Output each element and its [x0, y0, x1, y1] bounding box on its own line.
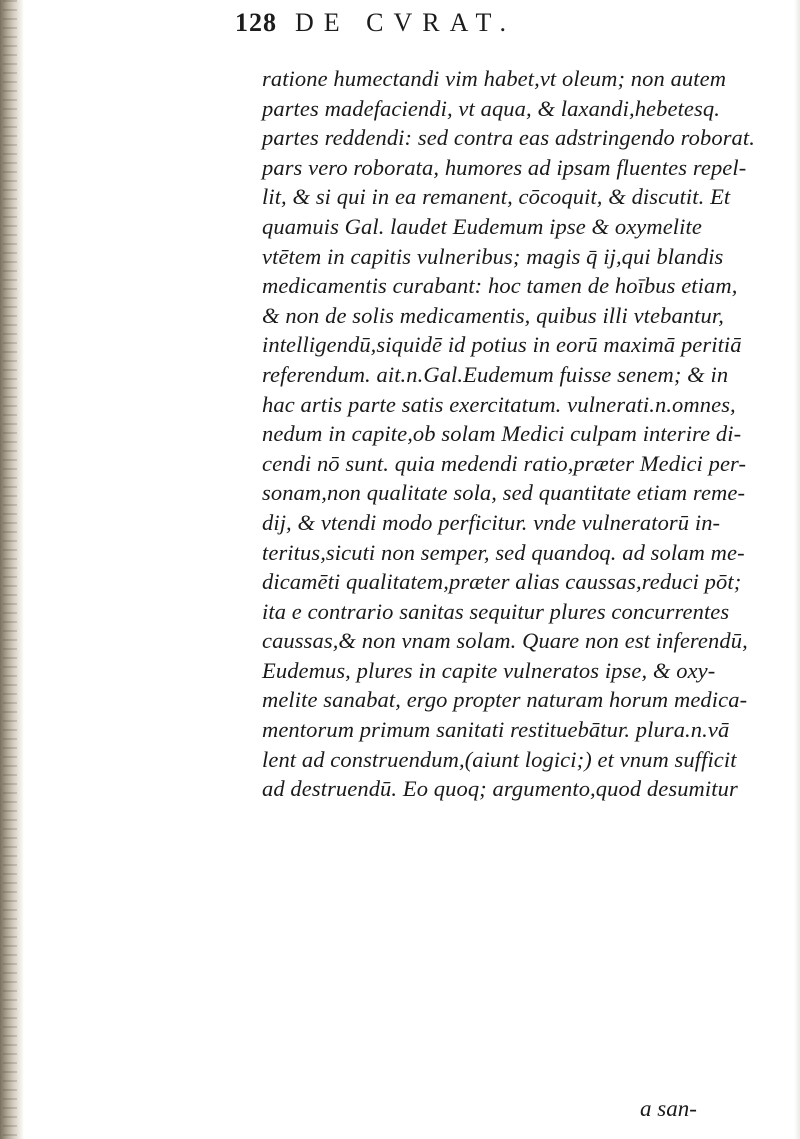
page-number: 128	[235, 8, 277, 37]
text-line: referendum. ait.n.Gal.Eudemum fuisse senem; & in	[262, 361, 729, 387]
text-line: melite sanabat, ergo propter naturam horum medica-	[262, 687, 748, 713]
main-text-block	[262, 64, 797, 1074]
binding-texture	[3, 0, 17, 1139]
text-line: quamuis Gal. laudet Eudemum ipse & oxymelite	[262, 213, 702, 239]
text-line: partes madefaciendi, vt aqua, & laxandi,hebetesq.	[262, 95, 720, 121]
text-line: Eudemus, plures in capite vulneratos ipse, & oxy-	[262, 657, 716, 683]
text-line: medicamentis curabant: hoc tamen de hoībus etiam,	[262, 273, 738, 299]
catchword: a san-	[640, 1096, 697, 1121]
text-line: lent ad construendum,(aiunt logici;) et vnum sufficit	[262, 746, 737, 772]
text-line: hac artis parte satis exercitatum. vulnerati.n.omnes,	[262, 391, 736, 417]
text-line: lit, & si qui in ea remanent, cōcoquit, & discutit. Et	[262, 184, 731, 210]
text-line: dicamēti qualitatem,præter alias caussas,reduci pōt;	[262, 569, 742, 595]
text-line: vtētem in capitis vulneribus; magis q̄ ij,qui blandis	[262, 243, 724, 269]
running-head	[235, 8, 655, 40]
text-line: cendi nō sunt. quia medendi ratio,præter Medici per-	[262, 450, 747, 476]
text-line: intelligendū,siquidē id potius in eorū maximā peritiā	[262, 332, 742, 358]
text-line: partes reddendi: sed contra eas adstringendo roborat.	[262, 125, 755, 151]
text-line: & non de solis medicamentis, quibus illi vtebantur,	[262, 302, 724, 328]
text-line: sonam,non qualitate sola, sed quantitate etiam reme-	[262, 480, 746, 506]
text-line: caussas,& non vnam solam. Quare non est inferendū,	[262, 628, 748, 654]
running-title: DE CVRAT.	[295, 8, 516, 37]
book-binding-edge	[0, 0, 24, 1139]
text-line: mentorum primum sanitati restituebātur. plura.n.vā	[262, 717, 730, 743]
text-line: teritus,sicuti non semper, sed quandoq. ad solam me-	[262, 539, 745, 565]
text-line: nedum in capite,ob solam Medici culpam interire di-	[262, 421, 742, 447]
text-line: ratione humectandi vim habet,vt oleum; non autem	[262, 66, 727, 91]
text-line: dij, & vtendi modo perficitur. vnde vulneratorū in-	[262, 509, 721, 535]
text-line: pars vero roborata, humores ad ipsam fluentes repel-	[262, 154, 747, 180]
text-line: ad destruendū. Eo quoq; argumento,quod desumitur	[262, 776, 738, 802]
text-line: ita e contrario sanitas sequitur plures concurrentes	[262, 598, 730, 624]
